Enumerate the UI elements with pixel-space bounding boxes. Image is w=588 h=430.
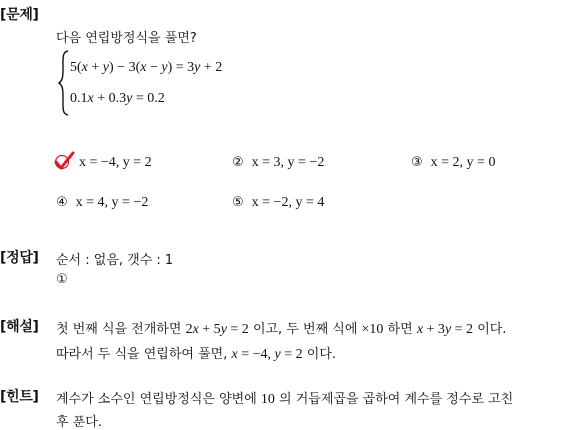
- choice-5-number: ⑤: [232, 195, 244, 210]
- hint-line-1: [56, 388, 513, 408]
- choice-5[interactable]: [232, 195, 324, 211]
- answer-meta: 순서 : 없음, 갯수 : 1: [56, 253, 174, 268]
- hint-text: 의 거듭제곱을 곱하여 계수를 정수로 고친: [274, 392, 514, 407]
- choice-2-text: x = 3, y = −2: [251, 155, 325, 170]
- explanation-text: 따라서 두 식을 연립하여 풀면,: [56, 347, 232, 362]
- explanation-math: x = −4, y = 2: [231, 347, 303, 362]
- question-text: 다음 연립방정식을 풀면?: [56, 31, 197, 46]
- explanation-text: 이고, 두 번째 식에: [248, 322, 362, 337]
- explanation-tag: [해설]: [0, 319, 39, 335]
- explanation-text: 이다.: [302, 347, 337, 362]
- explanation-text: 하면: [383, 322, 417, 337]
- choice-3-number: ③: [411, 155, 423, 170]
- explanation-math: x + 3y = 2: [416, 322, 474, 337]
- choice-3[interactable]: [411, 155, 495, 171]
- equation-2: 0.1x + 0.3y = 0.2: [70, 91, 165, 106]
- answer-tag: [정답]: [0, 250, 39, 266]
- system-brace: [58, 50, 70, 116]
- explanation-math: 2x + 5y = 2: [185, 322, 249, 337]
- answer-value: ①: [56, 272, 68, 287]
- checkmark-icon: [53, 151, 75, 173]
- choice-4-text: x = 4, y = −2: [75, 195, 149, 210]
- hint-math: 10: [260, 392, 275, 407]
- explanation-line-1: [56, 318, 506, 338]
- choice-2-number: ②: [232, 155, 244, 170]
- hint-tag: [힌트]: [0, 389, 39, 405]
- choice-1-text: x = −4, y = 2: [79, 155, 152, 170]
- choice-2[interactable]: [232, 155, 324, 171]
- explanation-text: 이다.: [473, 322, 507, 337]
- explanation-math: ×10: [361, 322, 384, 337]
- choice-3-text: x = 2, y = 0: [430, 155, 496, 170]
- hint-line-2: 후 푼다.: [56, 415, 102, 430]
- choice-4-number: ④: [56, 195, 68, 210]
- hint-text: 계수가 소수인 연립방정식은 양변에: [56, 392, 261, 407]
- choice-5-text: x = −2, y = 4: [251, 195, 325, 210]
- explanation-line-2: [56, 343, 336, 363]
- choice-4[interactable]: [56, 195, 148, 211]
- equation-1: 5(x + y) − 3(x − y) = 3y + 2: [70, 60, 223, 75]
- choice-1[interactable]: [79, 155, 152, 171]
- problem-tag: [문제]: [0, 7, 39, 23]
- explanation-text: 첫 번째 식을 전개하면: [56, 322, 186, 337]
